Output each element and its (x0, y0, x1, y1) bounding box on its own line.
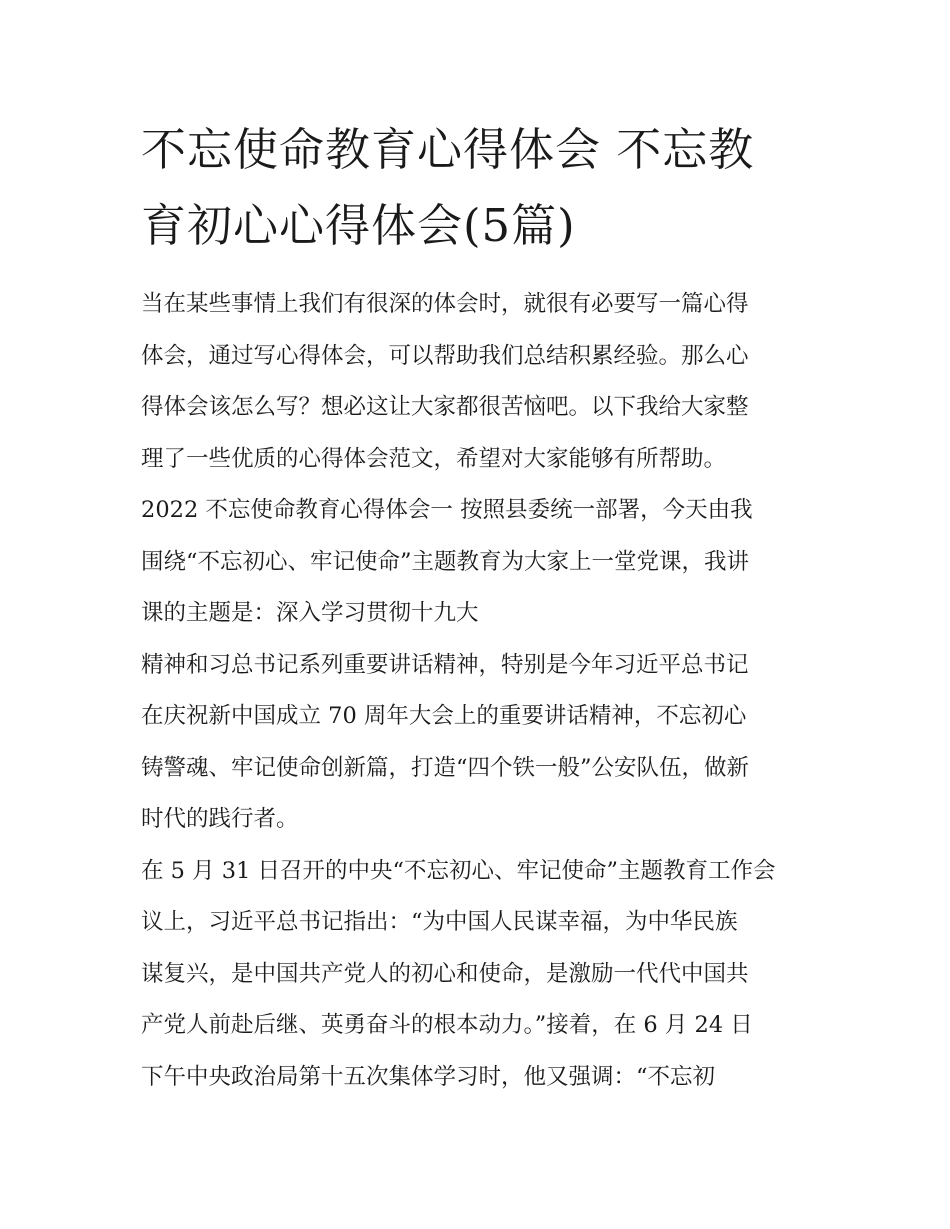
body-line: 在庆祝新中国成立 70 周年大会上的重要讲话精神，不忘初心 (141, 703, 747, 729)
body-line: 产党人前赴后继、英勇奋斗的根本动力。”接着，在 6 月 24 日 (141, 1012, 753, 1038)
body-line: 铸警魂、牢记使命创新篇，打造“四个铁一般”公安队伍，做新 (141, 754, 750, 781)
document-body (141, 279, 831, 1103)
body-line: 时代的践行者。 (141, 806, 299, 832)
body-line: 当在某些事情上我们有很深的体会时，就很有必要写一篇心得 (141, 291, 749, 317)
title-line: 不忘使命教育心得体会 不忘教 (141, 123, 755, 176)
body-line: 下午中央政治局第十五次集体学习时，他又强调：“不忘初 (141, 1063, 716, 1090)
title-line: 育初心心得体会(5篇) (141, 199, 576, 252)
body-line: 得体会该怎么写？想必这让大家都很苦恼吧。以下我给大家整 (141, 394, 749, 420)
body-line: 2022 不忘使命教育心得体会一 按照县委统一部署，今天由我 (141, 497, 753, 523)
body-line: 谋复兴，是中国共产党人的初心和使命，是激励一代代中国共 (141, 960, 749, 987)
body-line: 议上，习近平总书记指出：“为中国人民谋幸福，为中华民族 (141, 909, 738, 935)
body-line: 理了一些优质的心得体会范文，希望对大家能够有所帮助。 (141, 445, 727, 472)
body-line: 课的主题是：深入学习贯彻十九大 (141, 600, 479, 626)
body-line: 体会，通过写心得体会，可以帮助我们总结积累经验。那么心 (141, 342, 749, 369)
body-line: 精神和习总书记系列重要讲话精神，特别是今年习近平总书记 (141, 651, 749, 678)
document-title (141, 112, 831, 264)
body-line: 在 5 月 31 日召开的中央“不忘初心、牢记使命”主题教育工作会 (141, 857, 776, 884)
body-line: 围绕“不忘初心、牢记使命”主题教育为大家上一堂党课，我讲 (141, 548, 750, 575)
